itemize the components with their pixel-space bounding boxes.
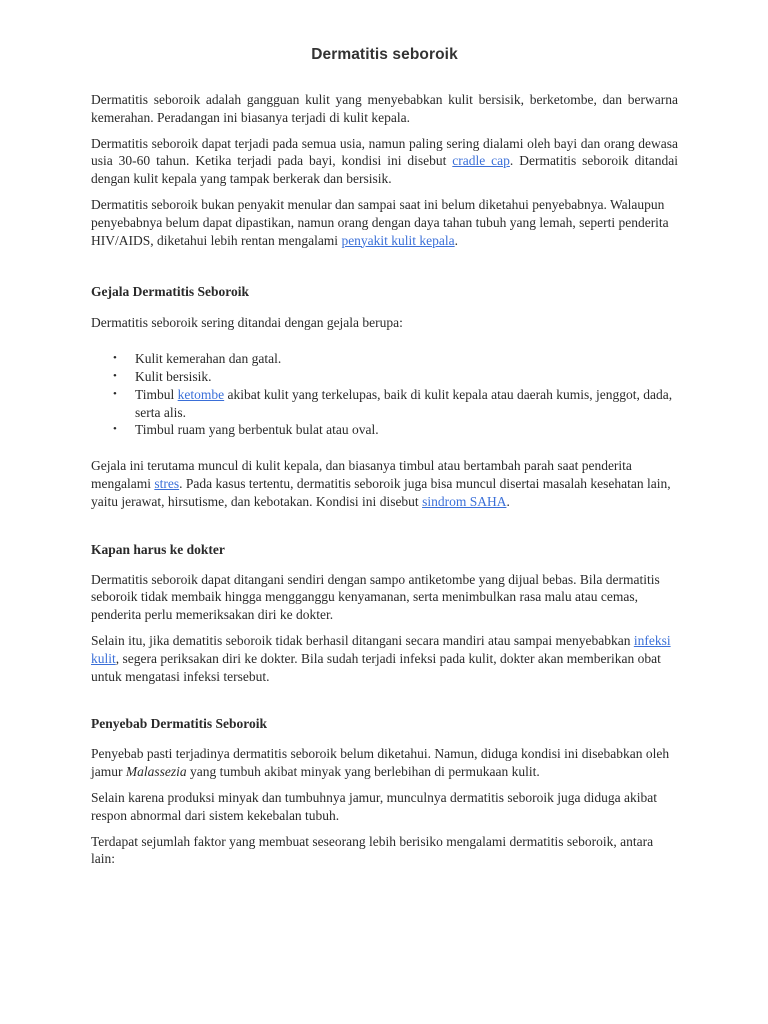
bullet-icon: • <box>113 423 117 436</box>
gejala-paragraph <box>91 457 678 510</box>
symptom-text-2: Kulit bersisik. <box>135 368 212 384</box>
heading-penyebab: Penyebab Dermatitis Seboroik <box>91 716 267 732</box>
bullet-icon: • <box>113 352 117 365</box>
link-stres[interactable]: stres <box>154 475 180 491</box>
list-item <box>113 386 678 422</box>
intro-p3-text-b: . <box>454 232 459 248</box>
penyebab-p1-text-b: yang tumbuh akibat minyak yang berlebihan di permukaan kulit. <box>186 764 540 780</box>
penyebab-paragraph-1 <box>91 745 678 781</box>
dokter-p2-text-a: Selain itu, jika dematitis seboroik tidak berhasil ditangani secara mandiri atau sampai menyebabkan <box>91 632 634 648</box>
intro-p2-text-a: Dermatitis seboroik dapat terjadi pada semua usia, namun paling sering dialami oleh bayi dan orang dewasa usia 30-60 tahun. Ketika terjadi pada bayi, kondisi ini disebut <box>91 135 678 169</box>
heading-gejala: Gejala Dermatitis Seboroik <box>91 284 249 300</box>
bullet-icon: • <box>113 387 117 400</box>
list-item <box>113 350 678 368</box>
link-penyakit-kulit-kepala[interactable]: penyakit kulit kepala <box>341 232 455 248</box>
gejala-p-text-a: Gejala ini terutama muncul di kulit kepala, dan biasanya timbul atau bertambah parah saat penderita mengalami <box>91 458 632 491</box>
intro-p3-text-a: Dermatitis seboroik bukan penyakit menular dan sampai saat ini belum diketahui penyebabnya. Walaupun penyebabnya belum dapat dipastikan, namun orang dengan daya tahan tubuh yang lemah, seperti penderita HIV/AIDS, diketahui lebih rentan mengalami <box>91 196 669 248</box>
gejala-p-text-c: . <box>506 493 510 509</box>
heading-kapan-ke-dokter: Kapan harus ke dokter <box>91 541 225 557</box>
penyebab-p1-text-a: Penyebab pasti terjadinya dermatitis seboroik belum diketahui. Namun, diduga kondisi ini disebabkan oleh jamur <box>91 746 670 780</box>
list-item <box>113 368 678 386</box>
gejala-lead: Dermatitis seboroik sering ditandai dengan gejala berupa: <box>91 315 403 331</box>
link-infeksi-kulit[interactable]: infeksi kulit <box>91 632 671 666</box>
dokter-p2-text-b: , segera periksakan diri ke dokter. Bila sudah terjadi infeksi pada kulit, dokter akan memberikan obat untuk mengatasi infeksi tersebut. <box>91 650 661 684</box>
dokter-paragraph-2 <box>91 632 678 685</box>
penyebab-paragraph-2: Selain karena produksi minyak dan tumbuhnya jamur, munculnya dermatitis seboroik juga diduga akibat respon abnormal dari sistem kekebalan tubuh. <box>91 789 657 823</box>
link-ketombe[interactable]: ketombe <box>177 386 225 402</box>
list-item <box>113 421 678 439</box>
page-title: Dermatitis seboroik <box>311 46 458 63</box>
symptom-text-3b: akibat kulit yang terkelupas, baik di kulit kepala atau daerah kumis, jenggot, dada, serta alis. <box>135 386 673 420</box>
symptom-text-1: Kulit kemerahan dan gatal. <box>135 351 282 367</box>
symptom-text-4: Timbul ruam yang berbentuk bulat atau oval. <box>135 422 379 438</box>
symptom-text-3a: Timbul <box>135 386 178 402</box>
intro-paragraph-2 <box>91 135 678 188</box>
malassezia-term: Malassezia <box>125 764 187 780</box>
symptom-list <box>91 350 678 439</box>
link-sindrom-saha[interactable]: sindrom SAHA <box>422 493 507 509</box>
gejala-p-text-b: . Pada kasus tertentu, dermatitis seboroik juga bisa muncul disertai masalah kesehatan lain, yaitu jerawat, hirsutisme, dan kebotakan. Kondisi ini disebut <box>91 475 671 509</box>
dokter-paragraph-1: Dermatitis seboroik dapat ditangani sendiri dengan sampo antiketombe yang dijual bebas. Bila dermatitis seboroik tidak membaik hingga mengganggu kenyamanan, serta menimbulkan rasa malu atau cemas, penderita perlu memeriksakan diri ke dokter. <box>91 571 660 623</box>
penyebab-paragraph-3: Terdapat sejumlah faktor yang membuat seseorang lebih berisiko mengalami dermatitis seboroik, antara lain: <box>91 833 654 867</box>
intro-paragraph-1: Dermatitis seboroik adalah gangguan kulit yang menyebabkan kulit bersisik, berketombe, dan berwarna kemerahan. Peradangan ini biasanya terjadi di kulit kepala. <box>91 92 678 125</box>
intro-p2-text-b: . Dermatitis seboroik ditandai dengan kulit kepala yang tampak berkerak dan bersisik. <box>91 153 678 187</box>
bullet-icon: • <box>113 369 117 382</box>
link-cradle-cap[interactable]: cradle cap <box>452 153 510 169</box>
intro-paragraph-3 <box>91 196 678 249</box>
